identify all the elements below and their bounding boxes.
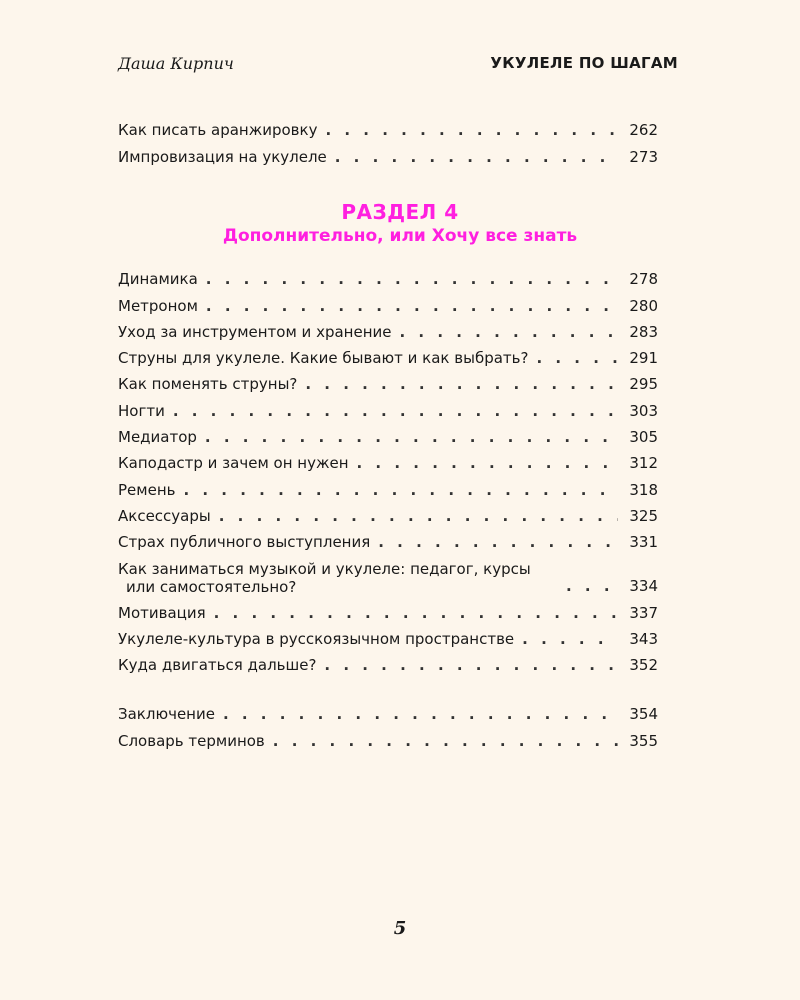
dot-leader: [173, 401, 618, 421]
running-header-book-title: УКУЛЕЛЕ ПО ШАГАМ: [490, 54, 678, 72]
dot-leader: [206, 296, 618, 316]
toc-entry[interactable]: [118, 289, 658, 315]
toc-entry[interactable]: [118, 316, 658, 342]
toc-entry-page: 343: [629, 629, 658, 648]
toc-entry-page: 262: [629, 121, 658, 140]
toc-entry-title: Укулеле-культура в русскоязычном пространстве: [118, 629, 515, 648]
toc-entry-page: 325: [629, 506, 658, 525]
section-title: РАЗДЕЛ 4: [341, 200, 459, 224]
toc-entry-page: 318: [629, 480, 658, 499]
toc-entry-page: 305: [629, 428, 658, 447]
toc-entry-title: Заключение: [118, 705, 215, 724]
toc-entry-title: Каподастр и зачем он нужен: [118, 454, 349, 473]
toc-entry-page: 273: [629, 147, 658, 166]
dot-leader: [325, 120, 618, 140]
dot-leader: [357, 453, 618, 473]
toc-entry-title: Куда двигаться дальше?: [118, 656, 317, 675]
toc-entry[interactable]: [118, 114, 658, 140]
toc-entry-title: Импровизация на укулеле: [118, 147, 327, 166]
toc-entry-title: Как писать аранжировку: [118, 121, 318, 140]
running-header-author: Даша Кирпич: [118, 54, 234, 73]
toc-entry-title: Словарь терминов: [118, 731, 265, 750]
toc-entry-page: 334: [629, 577, 658, 596]
dot-leader: [219, 506, 618, 526]
toc-entry-page: 283: [629, 322, 658, 341]
toc-entry-title: Струны для укулеле. Какие бывают и как выбрать?: [118, 349, 529, 368]
toc-entry[interactable]: [118, 552, 658, 596]
toc-entry-page: 312: [629, 454, 658, 473]
dot-leader: [206, 269, 618, 289]
toc-entry[interactable]: [118, 526, 658, 552]
toc-entry-page: 278: [629, 270, 658, 289]
toc-entry-page: 280: [629, 296, 658, 315]
toc-entry[interactable]: [118, 447, 658, 473]
toc-entry-title: Метроном: [118, 296, 198, 315]
dot-leader: [273, 731, 618, 751]
dot-leader: [566, 576, 618, 596]
toc-entry-title: Мотивация: [118, 603, 206, 622]
toc-entry[interactable]: [118, 698, 658, 724]
toc-entry-page: 291: [629, 349, 658, 368]
toc-entry[interactable]: [118, 473, 658, 499]
section-subtitle: Дополнительно, или Хочу все знать: [222, 226, 578, 246]
toc-entry-title: [118, 560, 566, 596]
toc-entry[interactable]: [118, 394, 658, 420]
dot-leader: [378, 532, 618, 552]
toc-entry-title: Ногти: [118, 401, 165, 420]
toc-entry[interactable]: [118, 140, 658, 166]
toc-top-block: [118, 114, 658, 167]
toc-entry-page: 295: [629, 375, 658, 394]
toc-entry[interactable]: [118, 263, 658, 289]
toc-entry[interactable]: [118, 623, 658, 649]
toc-entry-title-line1: Как заниматься музыкой и укулеле: педагог, курсы: [118, 560, 531, 579]
toc-entry-title-line2: или самостоятельно?: [126, 578, 297, 597]
toc-entry-title: Аксессуары: [118, 506, 211, 525]
toc-section-block: [118, 263, 658, 675]
toc-entry[interactable]: [118, 724, 658, 750]
toc-entry-page: 354: [629, 705, 658, 724]
toc-entry[interactable]: [118, 421, 658, 447]
toc-entry-page: 337: [629, 603, 658, 622]
toc-entry[interactable]: [118, 596, 658, 622]
dot-leader: [305, 374, 618, 394]
dot-leader: [400, 322, 619, 342]
toc-entry-page: 331: [629, 533, 658, 552]
dot-leader: [205, 427, 618, 447]
dot-leader: [335, 147, 618, 167]
page-number: 5: [393, 918, 407, 939]
toc-entry-title: Ремень: [118, 480, 176, 499]
toc-entry-title: Страх публичного выступления: [118, 533, 371, 552]
dot-leader: [214, 603, 618, 623]
toc-end-block: [118, 698, 658, 751]
toc-entry[interactable]: [118, 368, 658, 394]
toc-entry[interactable]: [118, 500, 658, 526]
toc-entry[interactable]: [118, 649, 658, 675]
dot-leader: [183, 480, 618, 500]
toc-entry-title: Динамика: [118, 270, 198, 289]
dot-leader: [522, 629, 618, 649]
toc-entry-page: 352: [629, 656, 658, 675]
dot-leader: [223, 704, 618, 724]
toc-entry-title: Медиатор: [118, 428, 197, 447]
dot-leader: [536, 348, 618, 368]
toc-entry-title: Уход за инструментом и хранение: [118, 322, 392, 341]
toc-entry-page: 303: [629, 401, 658, 420]
toc-entry-page: 355: [629, 731, 658, 750]
toc-entry[interactable]: [118, 342, 658, 368]
dot-leader: [324, 655, 618, 675]
toc-entry-title: Как поменять струны?: [118, 375, 298, 394]
